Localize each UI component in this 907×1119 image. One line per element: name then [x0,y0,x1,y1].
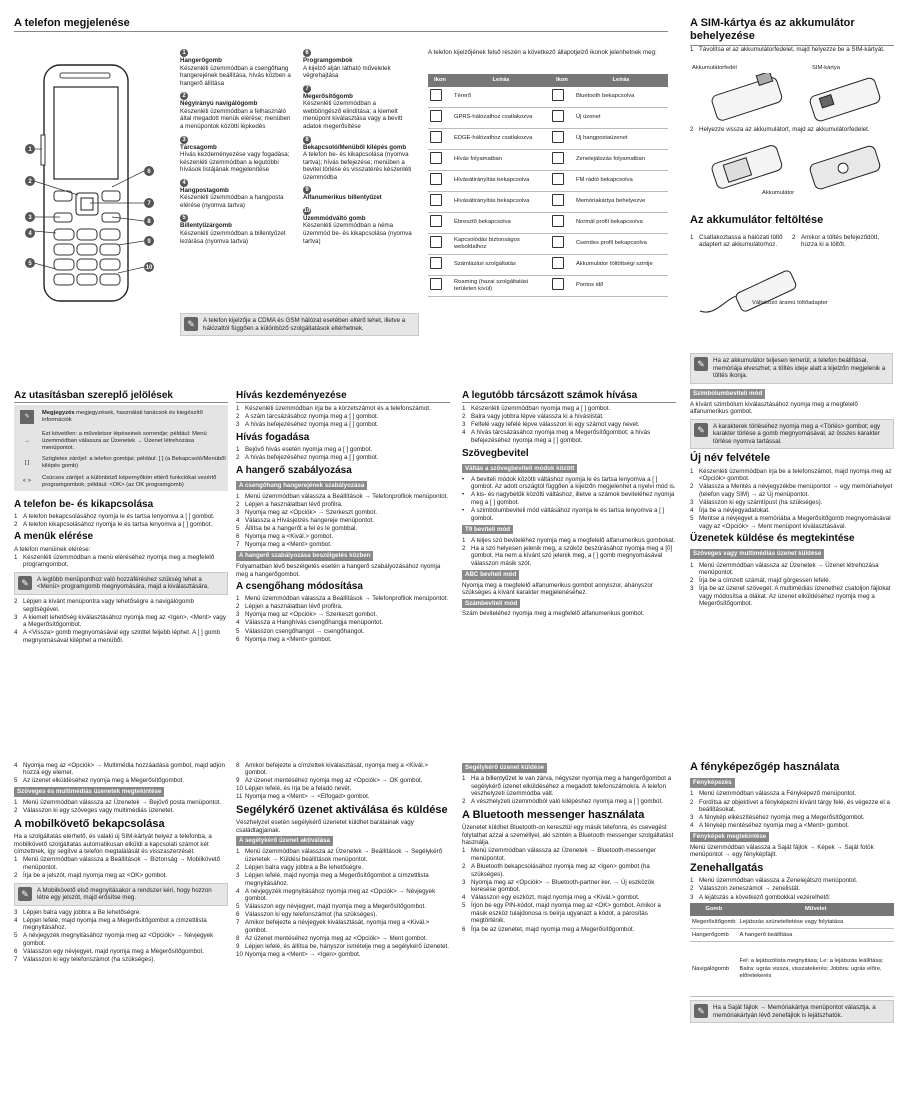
tracker-step: 8 Amikor befejezte a címzettek kiválasztását, nyomja meg a <Kivál.> gombot. [236,761,428,777]
bar-view-messages: Szöveges és multimédiás üzenetek megtekintése [14,787,164,797]
symbol-text: A kívánt szimbólum kiválasztásához nyomja meg a megfelelő alfanumerikus gombot. [690,400,858,416]
voicemail-icon [552,131,564,143]
message-icon [552,110,564,122]
table-row: → Ezt követően: a műveletsor lépéseinek sorrendje; például: Menü üzemmódban válassza az Üzenetek → Üzenet létrehozása menüpontot. [14,429,228,454]
call-forward-icon [430,194,442,206]
heading-volume: A hangerő szabályozása [236,464,352,476]
label-block: 5 Billentyűzárgomb Készenléti üzemmódban a billentyűzet lezárása (nyomva tartva) [180,215,286,245]
tracker-step: 5 A névjegyzék megnyitásához nyomja meg az <Opciók> → Névjegyek gombot. [14,932,214,948]
table-row: Hívásátirányítás bekapcsolva Memóriakártya behelyezve [428,192,668,213]
table-row: Megerősítőgomb Lejátszás szüneteltetése vagy folytatása [690,916,894,929]
call-step: 1 Készenléti üzemmódban írja be a körzetszámot és a telefonszámot. [236,405,431,413]
svg-text:9: 9 [147,239,151,245]
sos-step: 10 Nyomja meg a <Ment> → <Igen> gombot. [236,951,361,959]
svg-text:8: 8 [147,219,151,225]
bar-ring-volume: A csengőhang hangerejének szabályozása [236,481,367,491]
sos-step: 8 Az üzenet mentéséhez nyomja meg az <Opciók> → Ment gombot. [236,935,428,943]
symbols-table [14,405,228,490]
sos-step: 1 Menü üzemmódban válassza az Üzenetek → Beállítások → Segélykérő üzenetek → Küldési beállítások menüpontot. [236,848,443,863]
message-step: 1 Menü üzemmódban válassza az Üzenetek → Üzenet létrehozása menüpontot. [690,561,879,577]
volume-step: 4 Válassza a Hívásjelzés hangereje menüpontot. [236,517,374,525]
volume-step: 7 Nyomja meg a <Ment> gombot. [236,541,332,549]
svg-text:6: 6 [147,169,151,175]
table-row: Hívásátirányítás bekapcsolva FM rádió bekapcsolva [428,171,668,192]
roaming-icon [430,278,442,290]
note-icon: ✎ [694,423,708,437]
heading-recent: A legutóbb tárcsázott számok hívása [462,390,676,403]
photo-step: 2 Fordítsa az objektívet a fényképezni kívánt tárgy felé, és végezze el a beállításokat. [690,798,890,814]
column-camera-music [690,761,894,1026]
bt-step: 5 Írjon be egy PIN-kódot, majd nyomja meg az <OK> gombot. Amikor a másik eszköz tulajdonosa is beírja ugyanazt a kódot, a párosítás megtörténik. [462,902,661,925]
label-block: 6 Programgombok A kijelző alján látható műveletek végrehajtása [303,50,391,80]
bar-photo: Fényképezés [690,778,735,788]
contact-step: 4 Írja be a névjegyadatokat. [690,507,770,515]
message-step: 3 Írja be az üzenet szövegét. A multimédiás üzenethez csatoljon fájlokat vagy módosítsa a diákat. Az üzenet elküldéséhez nyomja meg a Megerősítőgombot. [690,585,891,608]
note-display: ✎ A telefon kijelzője a CDMA és GSM hálózat esetében eltérő lehet, illetve a hálózattól függően a különböző szolgáltatások eltérhetnek. [180,313,419,336]
phone-illustration [14,45,164,305]
bt-intro: Üzenetet küldhet Bluetooth-on keresztül egy másik telefonra, és csevegést folytathat azzal a személlyel, aki szintén a Bluetooth messenger szolgáltatást használja. [462,824,674,847]
mode-item: • A kis- és nagybetűk közötti váltáshoz, illetve a számok beviteléhez nyomja meg a [ ] gombot. [462,491,675,506]
volume-step: 6 Nyomja meg a <Kivál.> gombot. [236,533,334,541]
menu-step: 3 A kiemelt lehetőség kiválasztásához nyomja meg az <Igen>, <Ment> vagy a Megerősítőgombot. [14,613,226,629]
label-block: 1 Hangerőgomb Készenléti üzemmódban a csengőhang hangerejének beállítása, hívás közben a hangerő állítása [180,50,291,87]
bt-step: 3 Nyomja meg az <Opciók> → Bluetooth-partner ker. → Új eszközök keresése gombot. [462,878,655,894]
answer-step: 2 A hívás befejezéséhez nyomja meg a [ ] gombot. [236,454,379,462]
bt-step: 4 Válasszon egy eszközt, majd nyomja meg a <Kivál.> gombot. [462,894,640,902]
music-icon [552,152,564,164]
note-icon: ✎ [694,357,708,371]
heading-text-input: Szövegbevitel [462,447,529,459]
battery-icon [552,257,564,269]
note-icon: ✎ [694,1004,708,1018]
music-step: 1 Menü üzemmódban válassza a Zenelejátszó menüpontot. [690,877,858,885]
bar-t9: T9 beviteli mód [462,525,513,535]
menu-step: 2 Lépjen a kívánt menüpontra vagy lehetőségre a navigálógomb segítségével. [14,597,194,613]
menu-intro: A telefon menüinek elérése: [14,545,91,553]
sos-step: 6 Válasszon ki egy telefonszámot (ha szükséges). [236,911,378,919]
column-tracker [14,761,228,964]
silent-profile-icon [552,236,564,248]
recent-step: 3 Felfelé vagy lefelé lépve válasszon ki egy számot vagy nevet. [462,421,640,429]
heading-bluetooth: A Bluetooth messenger használata [462,808,645,821]
column-bluetooth [462,761,676,934]
svg-text:10: 10 [145,265,153,271]
bt-step: 2 A Bluetooth bekapcsolásához nyomja meg az <Igen> gombot (ha szükséges). [462,863,650,878]
sim-illustration [694,73,894,125]
volume-step: 2 Lépjen a használatban lévő profilra. [236,501,343,508]
heading-symbols: Az utasításban szereplő jelölések [14,390,228,403]
view-step: 2 Válasszon ki egy szöveges vagy multimédiás üzenetet. [14,807,174,815]
svg-text:7: 7 [147,201,151,207]
table-row: Hangerőgomb A hangerő beállítása [690,929,894,942]
svg-text:4: 4 [28,231,32,237]
heading-answer: Hívás fogadása [236,431,310,443]
call-step: 3 A hívás befejezéséhez nyomja meg a [ ] gombot. [236,421,379,429]
view-step: 1 Menü üzemmódban válassza az Üzenetek → Bejövő posta menüpontot. [14,799,222,807]
tracker-step: 2 Írja be a jelszót, majd nyomja meg az <OK> gombot. [14,872,168,880]
alarm-icon [430,215,442,227]
table-row: Számlázási szolgáltatás Akkumulátor töltöttségi szintje [428,255,668,276]
volume-step: 3 Nyomja meg az <Opciók> → Szerkeszt gombot. [236,509,378,517]
section-title-phone: A telefon megjelenése [14,17,668,32]
table-row: Roaming (hazai szolgáltatási területen kívül) Pontos idő [428,276,668,297]
sos-step: 7 Amikor befejezte a névjegyek kiválasztását, nyomja meg a <Kivál.> gombot. [236,919,430,935]
call-step: 2 A szám tárcsázásához nyomja meg a [ ] gombot. [236,413,379,421]
radio-icon [552,173,564,185]
label-charger: Váltakozó áramú töltőadapter [752,300,828,306]
sos-step: 5 Válasszon egy névjegyet, majd nyomja meg a Megerősítőgombot. [236,903,426,911]
contact-step: 2 Válassza a Mentés a névjegyzékbe menüpontot → egy memóriahelyet (telefon vagy SIM) → az Új menüpontot. [690,483,893,498]
sos-send-step: 2 A vészhelyzeti üzemmódból való kilépéshez nyomja meg a [ ] gombot. [462,798,663,806]
sos-step: 2 Lépjen balra vagy jobbra a Be lehetőségre. [236,864,363,872]
column-symbols [14,387,228,645]
contact-step: 3 Válasszon ki egy számtípust (ha szükséges). [690,499,823,507]
music-controls-table: Gomb Művelet Megerősítőgomb Lejátszás szüneteltetése vagy folytatása Hangerőgomb A hangerő beállítása Navigálógomb Fel: a lejátszólista megnyitása; Le: a lejátszás leállítása; Balra: ugrás vissza, visszatekerés; Jobbra: ugrás előre, előretekerés [690,903,894,997]
heading-tracker: A mobilkövető bekapcsolása [14,817,165,830]
onoff-step: 1 A telefon bekapcsolásához nyomja le és tartsa lenyomva a [ ] gombot. [14,512,215,520]
sos-send-step: 1 Ha a billentyűzet le van zárva, négyszer nyomja meg a hangerőgombot a segélykérő üzenet elküldéséhez a megadott telefonszámokra. A telefon vészhelyzeti üzemmódba vált. [462,775,672,798]
note-music: ✎ Ha a Saját fájlok → Memóriakártya menüpontot választja, a memóriakártyán lévő zenefájlok is lejátszhatók. [690,1000,894,1023]
tracker-step: 7 Válasszon ki egy telefonszámot (ha szükséges). [14,956,156,964]
table-row: Ébresztő bekapcsolva Normál profil bekapcsolva [428,213,668,234]
menu-step: 1 Készenléti üzemmódban a menü eléréséhez nyomja meg a megfelelő programgombot. [14,553,215,569]
bar-sos-activate: A segélykérő üzenet aktiválása [236,836,333,846]
billing-icon [430,257,442,269]
note-icon: ✎ [184,317,198,331]
heading-sos: Segélykérő üzenet aktiválása és küldése [236,803,448,816]
number-text: Szám beviteléhez nyomja meg a megfelelő alfanumerikus gombot. [462,610,645,618]
ringtone-step: 3 Nyomja meg az <Opciók> → Szerkeszt gombot. [236,611,378,619]
tracker-step: 1 Menü üzemmódban válassza a Beállítások → Biztonság → Mobilkövető menüpontot. [14,856,221,872]
note-symbol: ✎ A karakterek törléséhez nyomja meg a <Törlés> gombot; egy karakter törlése a gomb megnyomásával, az összes karakter törlése nyomva tartással. [690,419,894,450]
bar-abc: ABC beviteli mód [462,570,519,580]
message-step: 4 Nyomja meg az <Opciók> → Multimédia hozzáadása gombot, majd adjon hozzá egy elemet. [14,761,225,777]
note-icon: ✎ [18,887,32,901]
note-menu: ✎ A legtöbb menüponthoz való hozzáféréshez szükség lehet a <Menü> programgomb megnyomására, majd a kiválasztására. [14,572,228,595]
column-contacts [690,387,894,608]
call-forward-icon [430,173,442,185]
tracker-step: 4 Lépjen lefelé, majd nyomja meg a Megerősítőgombot a címzettlista megnyitásához. [14,916,207,932]
label-block: 4 Hangpostagomb Készenléti üzemmódban a hangposta elérése (nyomva tartva) [180,179,284,209]
bar-modes: Váltás a szövegbeviteli módok között [462,464,577,474]
ringtone-step: 6 Nyomja meg a <Ment> gombot. [236,635,332,643]
tracker-step: 3 Lépjen balra vagy jobbra a Be lehetőségre. [14,908,141,916]
tracker-step: 11 Nyomja meg a <Ment> → <Elfogad> gombot. [236,793,370,801]
svg-text:2: 2 [28,179,32,185]
heading-music: Zenehallgatás [690,861,764,874]
table-row: Hívás folyamatban Zenelejátszás folyamatban [428,150,668,171]
svg-text:1: 1 [28,147,32,153]
table-row: [ ] Szögletes zárójel: a telefon gombjai; például: [ ] (a Bekapcsoló/Menüből kilépés gomb) [14,454,228,472]
svg-text:5: 5 [28,261,32,267]
svg-text:3: 3 [28,215,32,221]
label-block: 9 Alfanumerikus billentyűzet [303,187,382,202]
tracker-step: 9 Az üzenet mentéséhez nyomja meg az <Opciók> → OK gombot. [236,777,423,785]
heading-menu: A menük elérése [14,531,94,543]
bluetooth-icon [552,89,564,101]
message-step: 2 Írja be a címzett számát, majd görgessen lefelé. [690,577,831,585]
answer-step: 1 Bejövő hívás esetén nyomja meg a [ ] gombot. [236,446,373,454]
label-block: 8 Bekapcsoló/Menüből kilépés gomb A telefon be- és kikapcsolása (nyomva tartva); hívás befejezése; menüben a bevitel törlése és visszatérés készenléti üzemmódba [303,136,412,181]
music-step: 2 Válasszon zeneszámot → zenelistát. [690,885,801,893]
recent-step: 2 Balra vagy jobbra lépve válassza ki a híváslistát. [462,413,604,421]
gprs-icon [430,110,442,122]
bar-call-volume: A hangerő szabályozása beszélgetés közben [236,551,373,561]
secure-web-icon [430,236,442,248]
note-charge: ✎ Ha az akkumulátor teljesen lemerül, a telefon beállításai, memóriája elveszhet; a töltés ideje alatt a kijelzőn megjelenik a töltés ikonja. [690,353,893,384]
onoff-step: 2 A telefon kikapcsolásához nyomja le és tartsa lenyomva a [ ] gombot. [14,520,213,528]
view-photos-text: Menü üzemmódban válassza a Saját fájlok → Képek → Saját fotók menüpontot → egy fényképfájlt. [690,843,874,859]
table-row: Navigálógomb Fel: a lejátszólista megnyitása; Le: a lejátszás leállítása; Balra: ugrás vissza, visszatekerés; Jobbra: ugrás előre, előretekerés [690,942,894,997]
abc-text: Nyomja meg a megfelelő alfanumerikus gombot annyiszor, ahányszor szükséges a kívánt karakter megjelenéséhez. [462,581,653,597]
column-text-input [462,387,676,618]
heading-call: Hívás kezdeményezése [236,390,450,403]
section-title-charge: Az akkumulátor feltöltése [690,214,824,226]
tracker-step: 6 Válasszon egy névjegyet, majd nyomja meg a Megerősítőgombot. [14,948,204,956]
signal-icon [430,89,442,101]
bar-send-message: Szöveges vagy multimédiás üzenet küldése [690,549,824,559]
bar-view-photos: Fényképek megtekintése [690,832,769,842]
table-row: GPRS-hálózathoz csatlakozva Új üzenet [428,108,668,129]
ringtone-step: 5 Válasszon csengőhangot → csengőhangot. [236,627,365,635]
note-tracker: ✎ A Mobilkövető első megnyitásakor a rendszer kéri, hogy hozzon létre egy jelszót, majd erősítse meg. [14,883,228,906]
heading-messages: Üzenetek küldése és megtekintése [690,533,855,545]
ringtone-step: 4 Válassza a Hanghívás csengőhangja menüpontot. [236,619,383,627]
sos-intro: Vészhelyzet esetén segélykérő üzenetet küldhet barátainak vagy családtagjainak. [236,819,414,834]
label-block: 10 Üzemmódváltó gomb Készenléti üzemmódban a néma üzemmód be- és kikapcsolása (nyomva tartva) [303,207,412,245]
bar-number: Számbeviteli mód [462,599,520,609]
mode-item: • A szimbólumbeviteli mód váltásához nyomja le és tartsa lenyomva a [ ] gombot. [462,507,665,522]
message-step: 5 Az üzenet elküldéséhez nyomja meg a Megerősítőgombot. [14,777,184,785]
heading-camera: A fényképezőgép használata [690,761,840,773]
button-labels-col1 [180,49,294,245]
t9-step: 2 Ha a szó helyesen jelenik meg, a szóköz beszúrásához nyomja meg a [0] gombot. Ha nem a kívánt szó jelenik meg, a [ ] gomb megnyomásával válasszon másik szót. [462,544,673,567]
table-row: Térerő Bluetooth bekapcsolva [428,87,668,108]
charge-step-1: 1 Csatlakoztassa a hálózati töltő adaptert az akkumulátorhoz. [690,233,783,249]
photo-step: 3 A fénykép elkészítéséhez nyomja meg a Megerősítőgombot. [690,814,865,822]
icons-intro: A telefon kijelzőjének felső részén a következő állapotjelző ikonok jelenhetnek meg: [428,49,657,56]
contact-step: 1 Készenléti üzemmódban írja be a telefonszámot, majd nyomja meg az <Opciók> gombot. [690,467,892,483]
heading-ringtone: A csengőhang módosítása [236,581,363,593]
column-sos [236,761,450,959]
charge-step-2: 2 Amikor a töltés befejeződött, húzza ki a töltőt. [792,233,880,249]
sos-step: 9 Lépjen lefelé, és állítsa be, hányszor ismételje meg a segélykérő üzenetet. [236,943,449,951]
label-block: 3 Tárcsagomb Hívás kezdeményezése vagy fogadása; készenléti üzemmódban a legutóbbi hívások listájának megjelenítése [180,136,290,174]
bt-step: 1 Menü üzemmódban válassza az Üzenetek → Bluetooth-messenger menüpontot. [462,847,657,862]
heading-contact: Új név felvétele [690,452,771,465]
sos-step: 4 A névjegyzék megnyitásához nyomja meg az <Opciók> → Névjegyek gombot. [236,887,436,903]
note-icon: ✎ [20,410,34,424]
label-cover: Akkumulátorfedél [692,65,737,71]
label-block: 2 Négyirányú navigálógomb Készenléti üzemmódban a felhasználó által megadott menük elérése; menüben a menüpontok közötti lépkedés [180,93,291,130]
normal-profile-icon [552,215,564,227]
call-icon [430,152,442,164]
recent-step: 1 Készenléti üzemmódban nyomja meg a [ ] gombot. [462,405,611,413]
section-title-sim: A SIM-kártya és az akkumulátor behelyezése [690,17,894,46]
photo-step: 1 Menü üzemmódban válassza a Fényképező menüpontot. [690,790,857,798]
mode-item: • A beviteli módok közötti váltáshoz nyomja le és tartsa lenyomva a [ ] gombot. Az adott országtól függően a kijelzőn megjelenhet a nyelvi mód is. [462,475,676,491]
note-icon: ✎ [18,576,32,590]
tracker-intro: Ha a szolgáltatás elérhető, és valaki új SIM-kártyát helyez a telefonba, a mobilkövető szolgáltatás automatikusan elküldi a kapcsolati számot két címzettnek, így segítve a telefon megtalálását és visszaszerzését. [14,833,212,856]
menu-step: 4 A <Vissza> gomb megnyomásával egy szinttel feljebb léphet. A [ ] gomb megnyomásával kiléphet a menüből. [14,629,220,644]
contact-step: 5 Mentse a névjegyet a memóriába a Megerősítőgomb megnyomásával vagy az <Opciók> → Ment menüpont kiválasztásával. [690,515,891,530]
table-row: ✎ Megjegyzés megjegyzések, használati tanácsok és kiegészítő információk [14,405,228,429]
recent-step: 4 A hívás tárcsázásához nyomja meg a Megerősítőgombot; a hívás befejezéséhez nyomja meg a [ ] gombot. [462,429,651,444]
bar-symbol: Szimbólumbeviteli mód [690,389,765,399]
table-row: < > Csúcsos zárójel: a különböző képernyőkön eltérő funkciókat vezérlő programgombok; például: <OK> (az OK programgomb) [14,473,228,491]
memory-card-icon [552,194,564,206]
button-labels-col2 [303,49,415,245]
status-icons-table: Ikon Leírás Ikon Leírás Térerő Bluetooth bekapcsolva GPRS-hálózathoz csatlakozva Új üzenet EDGE-hálózathoz csatlakozva Új hangpostaüzenet Hívás folyamatban Zenelejátszás folyamatban Hívásátirányítás bekapcsolva FM rádió bekapcsolva Hívásátirányítás bekapcsolva Memóriakártya behelyezve Ébresztő bekapcsolva Normál profil bekapcsolva Kapcsolódás biztonságos weboldalhoz Csendes profil bekapcsolva Számlázási szolgáltatás Akkumulátor töltöttségi szintje Roaming (hazai szolgáltatási területen kívül) Pontos idő [428,74,668,297]
ringtone-step: 2 Lépjen a használatban lévő profilra. [236,603,343,611]
heading-onoff: A telefon be- és kikapcsolása [14,498,154,510]
sos-step: 3 Lépjen lefelé, majd nyomja meg a Megerősítőgombot a címzettlista megnyitásához. [236,872,429,887]
charger-illustration [696,267,806,323]
sim-step-1: 1 Távolítsa el az akkumulátorfedelet, majd helyezze be a SIM-kártyát. [690,45,885,53]
photo-step: 4 A fénykép mentéséhez nyomja meg a <Ment> gombot. [690,822,849,830]
tracker-step: 10 Lépjen lefelé, és írja be a feladó nevét. [236,785,352,793]
label-block: 7 Megerősítőgomb Készenléti üzemmódban a webböngésző elindítása; a kiemelt menüpont kiválasztása vagy a bevitt adatok megerősítése [303,85,403,130]
t9-step: 1 A teljes szó beviteléhez nyomja meg a megfelelő alfanumerikus gombokat. [462,536,676,544]
sim-step-2: 2 Helyezze vissza az akkumulátort, majd az akkumulátorfedelet. [690,125,870,133]
ringtone-step: 1 Menü üzemmódban válassza a Beállítások → Telefonprofilok menüpontot. [236,595,449,603]
label-battery: Akkumulátor [762,190,795,196]
volume-step: 1 Menü üzemmódban válassza a Beállítások → Telefonprofilok menüpontot. [236,492,449,500]
column-calls [236,387,450,644]
clock-icon [552,278,564,290]
edge-icon [430,131,442,143]
volume-step: 5 Állítsa be a hangerőt a fel és le gombbal. [236,525,358,533]
music-step: 3 A lejátszás a következő gombokkal vezérelhető: [690,893,831,901]
bt-step: 6 Írja be az üzenetet, majd nyomja meg a Megerősítőgombot. [462,925,635,933]
label-sim: SIM-kártya [812,65,841,71]
table-row: EDGE-hálózathoz csatlakozva Új hangpostaüzenet [428,129,668,150]
call-volume-text: Folyamatban lévő beszélgetés esetén a hangerő szabályozásához nyomja meg a hangerőgombot. [236,562,441,578]
bar-sos-send: Segélykérő üzenet küldése [462,763,547,773]
table-row: Kapcsolódás biztonságos weboldalhoz Csendes profil bekapcsolva [428,234,668,255]
